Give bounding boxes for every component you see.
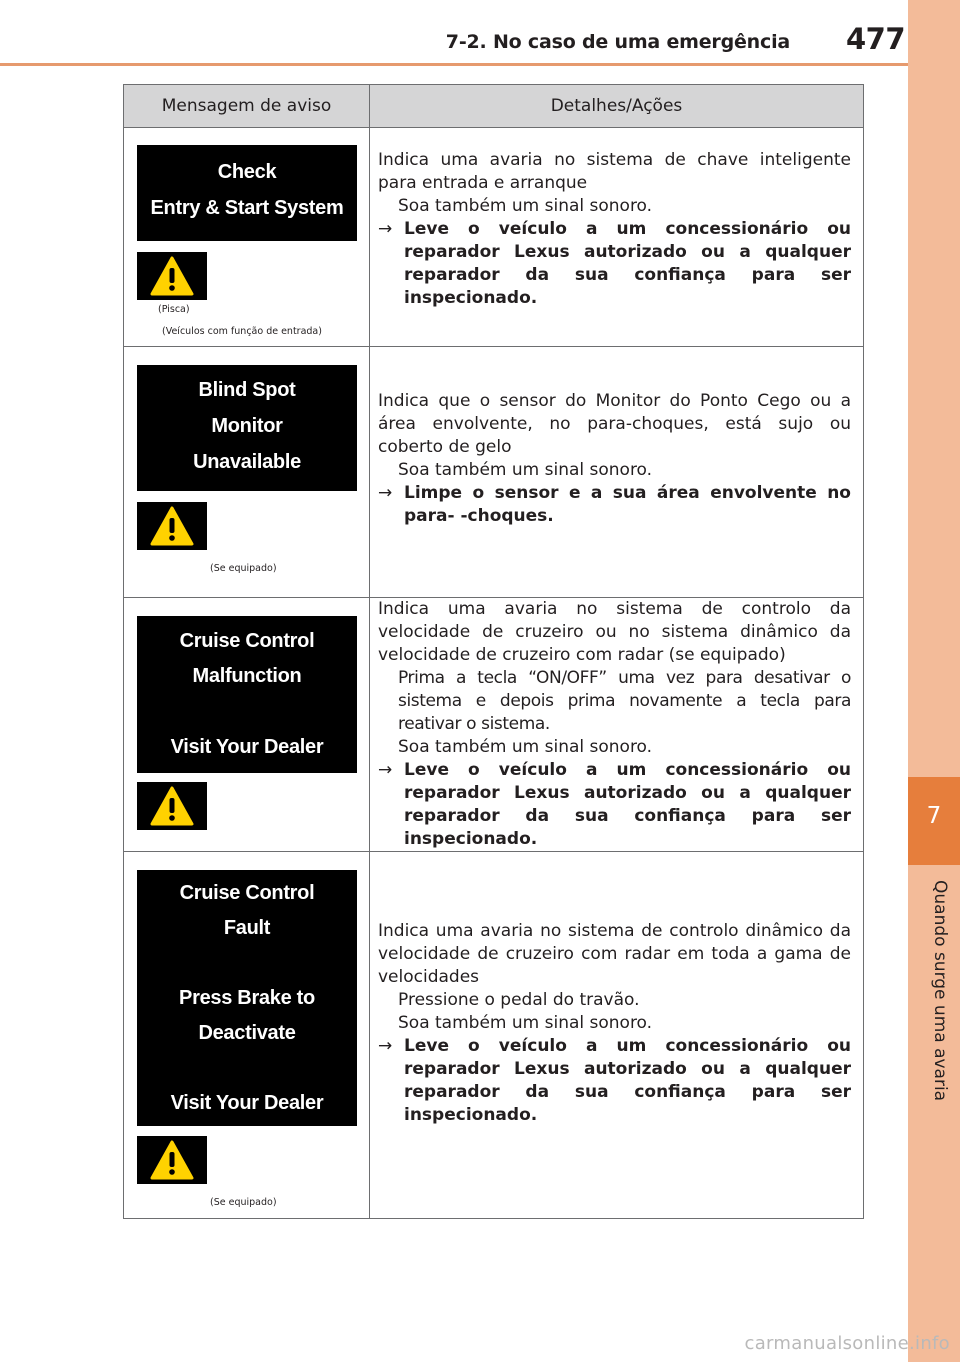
warning-action: → Leve o veículo a um concessionário ou reparador Lexus autorizado ou a qualquer reparador da sua confiança para ser inspecionado. (378, 218, 851, 308)
display-line: Malfunction (192, 665, 302, 687)
warning-image-cell (124, 128, 370, 347)
column-header-details: Detalhes/Ações (370, 85, 864, 128)
warning-action: → Limpe o sensor e a sua área envolvente no para- -choques. (378, 483, 851, 526)
display-line: Fault (223, 917, 271, 939)
display-line: Entry & Start System (150, 197, 344, 219)
table-header-row (124, 85, 864, 128)
chapter-number: 7 (926, 803, 942, 829)
display-line: Check (217, 161, 277, 183)
display-line: Deactivate (198, 1022, 296, 1044)
arrow-right-icon: → (378, 483, 393, 503)
warning-sub-note: Prima a tecla “ON/OFF” uma vez para desativar o sistema e depois prima novamente a tecla para reativar o sistema. (398, 668, 851, 734)
warning-action: → Leve o veículo a um concessionário ou reparador Lexus autorizado ou a qualquer reparador da sua confiança para ser inspecionado. (378, 760, 851, 849)
warning-description: Indica uma avaria no sistema de controlo da velocidade de cruzeiro ou no sistema dinâmico da velocidade de cruzeiro com radar (se equipado) (378, 599, 851, 665)
display-line: Blind Spot (198, 379, 296, 401)
equipment-caption: (Se equipado) (210, 1197, 277, 1208)
display-line: Cruise Control (179, 630, 315, 652)
warning-message-table (123, 84, 864, 1219)
display-line: Unavailable (193, 451, 301, 473)
warning-description: Indica que o sensor do Monitor do Ponto Cego ou a área envolvente, no para-choques, está sujo ou coberto de gelo (378, 391, 851, 457)
chapter-side-tab (908, 0, 960, 1362)
display-message-panel (137, 870, 357, 1126)
display-line: Monitor (211, 415, 283, 437)
warning-triangle-icon (137, 502, 207, 550)
warning-sub-note: Soa também um sinal sonoro. (398, 195, 653, 216)
arrow-right-icon: → (378, 1035, 393, 1056)
arrow-right-icon: → (378, 218, 393, 239)
flash-caption: (Pisca) (158, 304, 190, 315)
display-line: Press Brake to (179, 987, 315, 1009)
section-title: 7-2. No caso de uma emergência (445, 31, 790, 53)
warning-image-cell (124, 852, 370, 1219)
table-row (124, 598, 864, 852)
warning-image-cell (124, 598, 370, 852)
vehicle-note-caption: (Veículos com função de entrada) (162, 326, 322, 337)
warning-details-cell (370, 128, 864, 347)
warning-description: Indica uma avaria no sistema de controlo dinâmico da velocidade de cruzeiro com radar em toda a gama de velocidades (378, 920, 851, 987)
table-row (124, 347, 864, 598)
warning-triangle-icon (137, 1136, 207, 1184)
header-divider (0, 63, 908, 66)
display-message-panel (137, 145, 357, 241)
arrow-right-icon: → (378, 760, 393, 780)
warning-triangle-icon (137, 252, 207, 300)
display-message-panel (137, 616, 357, 773)
warning-triangle-icon (137, 782, 207, 830)
warning-sub-note: Pressione o pedal do travão. (398, 989, 640, 1010)
warning-sub-note: Soa também um sinal sonoro. (398, 1012, 653, 1033)
warning-description: Indica uma avaria no sistema de chave inteligente para entrada e arranque (378, 149, 851, 193)
table-row (124, 128, 864, 347)
column-header-message: Mensagem de aviso (124, 85, 370, 128)
display-line: Visit Your Dealer (170, 736, 324, 758)
chapter-title: Quando surge uma avaria (930, 880, 950, 1102)
display-line: Visit Your Dealer (170, 1092, 324, 1114)
page-number: 477 (846, 22, 906, 56)
warning-action: → Leve o veículo a um concessionário ou reparador Lexus autorizado ou a qualquer reparador da sua confiança para ser inspecionado. (378, 1035, 851, 1125)
equipment-caption: (Se equipado) (210, 563, 277, 574)
watermark: carmanualsonline.info (744, 1333, 950, 1354)
display-line: Cruise Control (179, 882, 315, 904)
warning-details-cell (370, 852, 864, 1219)
warning-image-cell (124, 347, 370, 598)
warning-sub-note: Soa também um sinal sonoro. (398, 737, 653, 757)
warning-details-cell (370, 598, 864, 852)
table-row (124, 852, 864, 1219)
warning-details-cell (370, 347, 864, 598)
display-message-panel (137, 365, 357, 491)
warning-sub-note: Soa também um sinal sonoro. (398, 460, 653, 480)
